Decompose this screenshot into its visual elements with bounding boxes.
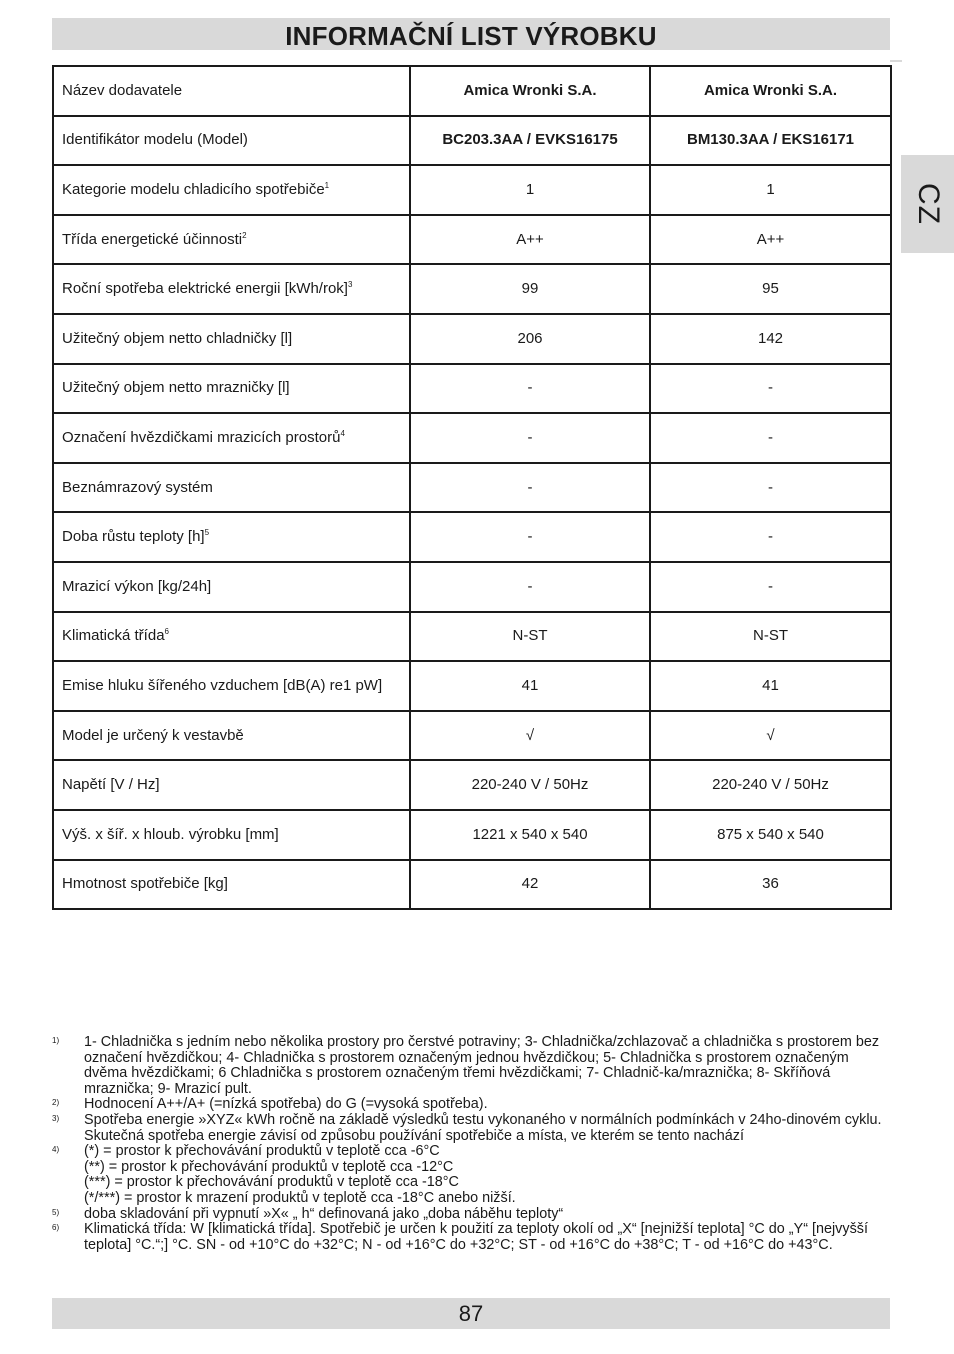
- model-2-value: N-ST: [650, 612, 891, 662]
- row-label: [53, 413, 410, 463]
- row-label: [53, 314, 410, 364]
- table-row: [53, 612, 891, 662]
- row-label-text: Doba růstu teploty [h]: [62, 528, 205, 546]
- model-2-value: 36: [650, 860, 891, 910]
- table-row: [53, 165, 891, 215]
- table-row: [53, 364, 891, 414]
- model-2-value: 1: [650, 165, 891, 215]
- model-1-value: A++: [410, 215, 650, 265]
- row-label: [53, 810, 410, 860]
- row-label: [53, 116, 410, 166]
- footnote-number: 4): [52, 1145, 60, 1155]
- footnote-ref: 6: [164, 627, 169, 637]
- footnote-ref: 3: [347, 280, 353, 290]
- row-label-text: Užitečný objem netto chladničky [l]: [62, 329, 293, 347]
- header-rule: [890, 60, 902, 62]
- model-1-value: Amica Wronki S.A.: [410, 66, 650, 116]
- model-1-value: 220-240 V / 50Hz: [410, 760, 650, 810]
- row-label: [53, 264, 410, 314]
- row-label-text: Identifikátor modelu (Model): [62, 131, 248, 149]
- footnote-ref: 1: [324, 180, 330, 190]
- table-row: [53, 711, 891, 761]
- footnote-text: 1- Chladnička s jedním nebo několika prostory pro čerstvé potraviny; 3- Chladnička/zchlazovač a chladnička s prostorem bez označení hvězdičkou; 4- Chladnička s prostorem označeným jednou hvězdičkou; 5- Chladnička s prostorem označeným dvěma hvězdičkami; 6 Chladnička s prostorem označeným třemi hvězdičkami; 7- Chladnič-ka/mraznička; 8- Skříňová mraznička; 9- Mrazicí pult.: [84, 1034, 880, 1097]
- table-row: [53, 314, 891, 364]
- model-2-value: BM130.3AA / EKS16171: [650, 116, 891, 166]
- table-row: [53, 760, 891, 810]
- footnote-number: 3): [52, 1113, 60, 1123]
- footnote-number: 2): [52, 1098, 60, 1108]
- footnote: [52, 1207, 890, 1223]
- footnote: [52, 1097, 890, 1113]
- page-number: 87: [458, 1300, 484, 1326]
- row-label: [53, 66, 410, 116]
- model-1-value: 41: [410, 661, 650, 711]
- table-row: [53, 860, 891, 910]
- row-label-text: Klimatická třída: [62, 627, 165, 645]
- footnote-number: 1): [52, 1036, 60, 1045]
- row-label-text: Emise hluku šířeného vzduchem [dB(A) re1 pW]: [62, 676, 383, 694]
- row-label-text: Užitečný objem netto mrazničky [l]: [62, 379, 290, 397]
- table-row: [53, 413, 891, 463]
- product-info-table: [52, 65, 892, 910]
- model-1-value: √: [410, 711, 650, 761]
- model-2-value: Amica Wronki S.A.: [650, 66, 891, 116]
- footnote-text: doba skladování při vypnutí »X« „ h“ definovaná jako „doba náběhu teploty“: [84, 1205, 564, 1222]
- footnote-ref: 2: [242, 230, 247, 240]
- model-2-value: -: [650, 562, 891, 612]
- row-label-text: Označení hvězdičkami mrazicích prostorů: [62, 428, 341, 446]
- row-label: [53, 562, 410, 612]
- row-label: [53, 661, 410, 711]
- model-1-value: N-ST: [410, 612, 650, 662]
- footnote-number: 6): [52, 1223, 60, 1233]
- model-1-value: -: [410, 413, 650, 463]
- model-1-value: BC203.3AA / EVKS16175: [410, 116, 650, 166]
- model-2-value: 220-240 V / 50Hz: [650, 760, 891, 810]
- table-row: [53, 264, 891, 314]
- row-label-text: Model je určený k vestavbě: [62, 726, 244, 744]
- model-1-value: 99: [410, 264, 650, 314]
- model-2-value: -: [650, 512, 891, 562]
- footnote: [52, 1113, 890, 1144]
- model-1-value: -: [410, 463, 650, 513]
- row-label-text: Název dodavatele: [62, 81, 183, 99]
- table-row: [53, 810, 891, 860]
- model-2-value: -: [650, 364, 891, 414]
- footnote: [52, 1222, 890, 1253]
- row-label-text: Kategorie modelu chladicího spotřebiče: [62, 180, 325, 198]
- footnote-ref: 4: [340, 428, 345, 438]
- row-label: [53, 860, 410, 910]
- footnote-number: 5): [52, 1207, 60, 1217]
- model-1-value: -: [410, 562, 650, 612]
- model-2-value: -: [650, 413, 891, 463]
- row-label: [53, 463, 410, 513]
- model-2-value: -: [650, 463, 891, 513]
- model-2-value: 41: [650, 661, 891, 711]
- row-label: [53, 215, 410, 265]
- row-label-text: Beznámrazový systém: [62, 478, 213, 496]
- row-label-text: Napětí [V / Hz]: [62, 776, 160, 794]
- table-row: [53, 215, 891, 265]
- model-2-value: 875 x 540 x 540: [650, 810, 891, 860]
- row-label: [53, 760, 410, 810]
- row-label-text: Výš. x šíř. x hloub. výrobku [mm]: [62, 825, 279, 843]
- footnote-text: Hodnocení A++/A+ (=nízká spotřeba) do G (=vysoká spotřeba).: [84, 1096, 488, 1113]
- row-label-text: Mrazicí výkon [kg/24h]: [62, 577, 212, 595]
- title-bar: [52, 18, 890, 50]
- model-1-value: -: [410, 512, 650, 562]
- row-label-text: Roční spotřeba elektrické energii [kWh/rok]: [62, 280, 348, 298]
- table-row: [53, 116, 891, 166]
- footnotes: [52, 1035, 890, 1253]
- footnote-text: Spotřeba energie »XYZ« kWh ročně na základě výsledků testu vykonaného v normálních podmínkách v 24ho-dinovém cyklu. Skutečná spotřeba energie závisí od způsobu používání spotřebiče a místa, ve kterém se tento nachází: [84, 1111, 882, 1144]
- row-label: [53, 612, 410, 662]
- footnote: [52, 1144, 890, 1206]
- footnote-text: Klimatická třída: W [klimatická třída]. Spotřebič je určen k použití za teploty okolí od „X“ [nejnižší teplota] °C do „Y“ [nejvyšší teplota] °C.“;] °C. SN - od +10°C do +32°C; N - od +16°C do +32°C; ST - od +16°C do +38°C; T - od +16°C do +43°C.: [84, 1221, 868, 1253]
- model-2-value: 95: [650, 264, 891, 314]
- model-1-value: -: [410, 364, 650, 414]
- page-footer: [52, 1298, 890, 1329]
- row-label: [53, 711, 410, 761]
- footnote-ref: 5: [204, 528, 210, 538]
- footnote: [52, 1035, 890, 1097]
- row-label: [53, 165, 410, 215]
- page-title: INFORMAČNÍ LIST VÝROBKU: [285, 20, 657, 51]
- table-row: [53, 66, 891, 116]
- model-2-value: √: [650, 711, 891, 761]
- footnote-text: (*) = prostor k přechovávání produktů v teplotě cca -6°C (**) = prostor k přechovávání produktů v teplotě cca -12°C (***) = prostor k přechovávání produktů v teplotě cca -18°C (*/***) = prostor k mrazení produktů v teplotě cca -18°C anebo nižší.: [84, 1143, 516, 1206]
- model-1-value: 1221 x 540 x 540: [410, 810, 650, 860]
- model-1-value: 206: [410, 314, 650, 364]
- row-label-text: Hmotnost spotřebiče [kg]: [62, 875, 228, 893]
- table-row: [53, 512, 891, 562]
- table-row: [53, 463, 891, 513]
- model-1-value: 1: [410, 165, 650, 215]
- language-tab-label: CZ: [911, 183, 945, 225]
- model-1-value: 42: [410, 860, 650, 910]
- row-label: [53, 364, 410, 414]
- row-label-text: Třída energetické účinnosti: [62, 230, 243, 248]
- table-row: [53, 562, 891, 612]
- language-tab: [901, 155, 954, 253]
- table-row: [53, 661, 891, 711]
- model-2-value: 142: [650, 314, 891, 364]
- row-label: [53, 512, 410, 562]
- model-2-value: A++: [650, 215, 891, 265]
